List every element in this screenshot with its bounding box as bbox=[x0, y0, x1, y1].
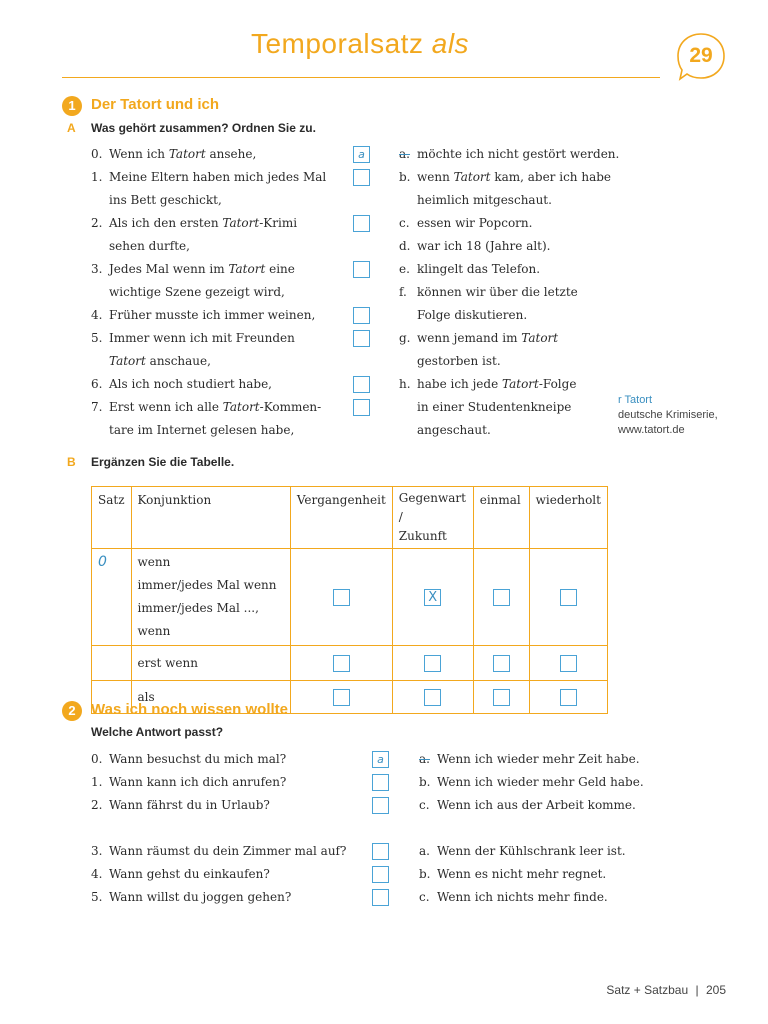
side-note bbox=[618, 393, 718, 438]
answer-box-q4[interactable] bbox=[372, 866, 389, 883]
answer-c-2: c. Wenn ich nichts mehr finde. bbox=[419, 890, 608, 904]
chapter-badge bbox=[676, 33, 726, 81]
exercise-left-6: 6. Als ich noch studiert habe, bbox=[91, 377, 272, 391]
checkbox[interactable] bbox=[333, 689, 350, 706]
answer-box-q1[interactable] bbox=[372, 774, 389, 791]
answer-a-2: a. Wenn der Kühlschrank leer ist. bbox=[419, 844, 626, 858]
part-b-instruction: Ergänzen Sie die Tabelle. bbox=[91, 455, 235, 469]
page-title: Temporalsatz als bbox=[250, 28, 470, 59]
checkbox[interactable] bbox=[560, 689, 577, 706]
exercise-right-e: e. klingelt das Telefon. bbox=[399, 262, 541, 276]
cell-einmal bbox=[473, 646, 529, 681]
exercise-left-5: 5. Immer wenn ich mit Freunden bbox=[91, 331, 295, 345]
exercise-left-0: 0. Wenn ich Tatort ansehe, bbox=[91, 147, 257, 161]
checkbox[interactable] bbox=[333, 655, 350, 672]
title-divider bbox=[62, 77, 660, 78]
cell-konjunktion: wenn immer/jedes Mal wenn immer/jedes Mal ..., wenn bbox=[131, 549, 290, 646]
checkbox[interactable] bbox=[493, 655, 510, 672]
note-description: deutsche Krimiserie, bbox=[618, 409, 718, 421]
cell-gegenwart bbox=[392, 549, 473, 646]
checkbox[interactable] bbox=[560, 655, 577, 672]
note-url[interactable]: www.tatort.de bbox=[618, 424, 685, 436]
exercise-right-g: g. wenn jemand im Tatort bbox=[399, 331, 559, 345]
cell-vergangenheit bbox=[290, 646, 392, 681]
note-term: r Tatort bbox=[618, 394, 653, 406]
answer-box-0[interactable]: a bbox=[353, 146, 370, 163]
exercise-left-1: 1. Meine Eltern haben mich jedes Mal bbox=[91, 170, 327, 184]
exercise-right-d: d. war ich 18 (Jahre alt). bbox=[399, 239, 551, 253]
checkbox-checked[interactable]: X bbox=[424, 589, 441, 606]
cell-satz[interactable] bbox=[92, 646, 132, 681]
answer-box-q3[interactable] bbox=[372, 843, 389, 860]
cell-konjunktion: erst wenn bbox=[131, 646, 290, 681]
header-satz: Satz bbox=[92, 487, 132, 549]
answer-box-4[interactable] bbox=[353, 307, 370, 324]
page-footer bbox=[606, 983, 726, 997]
question-0: 0. Wann besuchst du mich mal? bbox=[91, 752, 287, 766]
exercise-right-b-cont: heimlich mitgeschaut. bbox=[417, 193, 552, 207]
cell-einmal bbox=[473, 549, 529, 646]
exercise-right-f-cont: Folge diskutieren. bbox=[417, 308, 528, 322]
answer-box-7[interactable] bbox=[353, 399, 370, 416]
cell-satz: 0 bbox=[92, 549, 132, 646]
answer-c: c. Wenn ich aus der Arbeit komme. bbox=[419, 798, 636, 812]
checkbox[interactable] bbox=[493, 589, 510, 606]
exercise-left-7-cont: tare im Internet gelesen habe, bbox=[109, 423, 295, 437]
checkbox[interactable] bbox=[424, 655, 441, 672]
checkbox[interactable] bbox=[424, 689, 441, 706]
header-gegenwart: Gegenwart / Zukunft bbox=[392, 487, 473, 549]
exercise-left-2-cont: sehen durfte, bbox=[109, 239, 190, 253]
checkbox[interactable] bbox=[560, 589, 577, 606]
page-number: 205 bbox=[705, 983, 726, 997]
answer-box-5[interactable] bbox=[353, 330, 370, 347]
question-5: 5. Wann willst du joggen gehen? bbox=[91, 890, 292, 904]
cell-wiederholt bbox=[529, 549, 607, 646]
tense-table bbox=[91, 486, 608, 714]
section-title-1: Der Tatort und ich bbox=[91, 96, 220, 113]
exercise-right-h: h. habe ich jede Tatort-Folge bbox=[399, 377, 577, 391]
exercise-left-3-cont: wichtige Szene gezeigt wird, bbox=[109, 285, 285, 299]
exercise-right-b: b. wenn Tatort kam, aber ich habe bbox=[399, 170, 612, 184]
cell-vergangenheit bbox=[290, 681, 392, 714]
answer-b: b. Wenn ich wieder mehr Geld habe. bbox=[419, 775, 644, 789]
question-4: 4. Wann gehst du einkaufen? bbox=[91, 867, 270, 881]
part-a-instruction: Was gehört zusammen? Ordnen Sie zu. bbox=[91, 121, 316, 135]
part-letter-a: A bbox=[67, 121, 76, 135]
table-row bbox=[92, 646, 608, 681]
chapter-number: 29 bbox=[689, 44, 713, 67]
answer-box-3[interactable] bbox=[353, 261, 370, 278]
header-wiederholt: wiederholt bbox=[529, 487, 607, 549]
cell-wiederholt bbox=[529, 681, 607, 714]
question-1: 1. Wann kann ich dich anrufen? bbox=[91, 775, 287, 789]
question-2: 2. Wann fährst du in Urlaub? bbox=[91, 798, 270, 812]
exercise-left-1-cont: ins Bett geschickt, bbox=[109, 193, 222, 207]
cell-wiederholt bbox=[529, 646, 607, 681]
exercise-left-4: 4. Früher musste ich immer weinen, bbox=[91, 308, 316, 322]
table-header-row bbox=[92, 487, 608, 549]
exercise-right-g-cont: gestorben ist. bbox=[417, 354, 501, 368]
checkbox[interactable] bbox=[493, 689, 510, 706]
answer-box-2[interactable] bbox=[353, 215, 370, 232]
answer-a: a. Wenn ich wieder mehr Zeit habe. bbox=[419, 752, 640, 766]
section-number-1: 1 bbox=[62, 96, 82, 116]
exercise-right-f: f. können wir über die letzte bbox=[399, 285, 578, 299]
section-2-instruction: Welche Antwort passt? bbox=[91, 725, 224, 739]
answer-box-q2[interactable] bbox=[372, 797, 389, 814]
answer-b-2: b. Wenn es nicht mehr regnet. bbox=[419, 867, 607, 881]
exercise-left-2: 2. Als ich den ersten Tatort-Krimi bbox=[91, 216, 298, 230]
exercise-right-c: c. essen wir Popcorn. bbox=[399, 216, 533, 230]
cell-konjunktion: als bbox=[131, 681, 290, 714]
section-number-2: 2 bbox=[62, 701, 82, 721]
answer-box-q0[interactable]: a bbox=[372, 751, 389, 768]
exercise-right-h-cont1: in einer Studentenkneipe bbox=[417, 400, 572, 414]
exercise-left-3: 3. Jedes Mal wenn im Tatort eine bbox=[91, 262, 295, 276]
table-row bbox=[92, 549, 608, 646]
exercise-left-7: 7. Erst wenn ich alle Tatort-Kommen- bbox=[91, 400, 322, 414]
answer-box-6[interactable] bbox=[353, 376, 370, 393]
footer-separator: | bbox=[695, 983, 699, 997]
header-konjunktion: Konjunktion bbox=[131, 487, 290, 549]
cell-gegenwart bbox=[392, 681, 473, 714]
footer-section: Satz + Satzbau bbox=[606, 983, 689, 997]
question-3: 3. Wann räumst du dein Zimmer mal auf? bbox=[91, 844, 347, 858]
exercise-right-h-cont2: angeschaut. bbox=[417, 423, 491, 437]
cell-gegenwart bbox=[392, 646, 473, 681]
answer-box-q5[interactable] bbox=[372, 889, 389, 906]
cell-einmal bbox=[473, 681, 529, 714]
header-vergangenheit: Vergangenheit bbox=[290, 487, 392, 549]
section-title-2: Was ich noch wissen wollte bbox=[91, 701, 288, 718]
answer-box-1[interactable] bbox=[353, 169, 370, 186]
checkbox[interactable] bbox=[333, 589, 350, 606]
exercise-left-5-cont: Tatort anschaue, bbox=[109, 354, 211, 368]
exercise-right-a: a. möchte ich nicht gestört werden. bbox=[399, 147, 620, 161]
header-einmal: einmal bbox=[473, 487, 529, 549]
part-letter-b: B bbox=[67, 455, 76, 469]
cell-vergangenheit bbox=[290, 549, 392, 646]
